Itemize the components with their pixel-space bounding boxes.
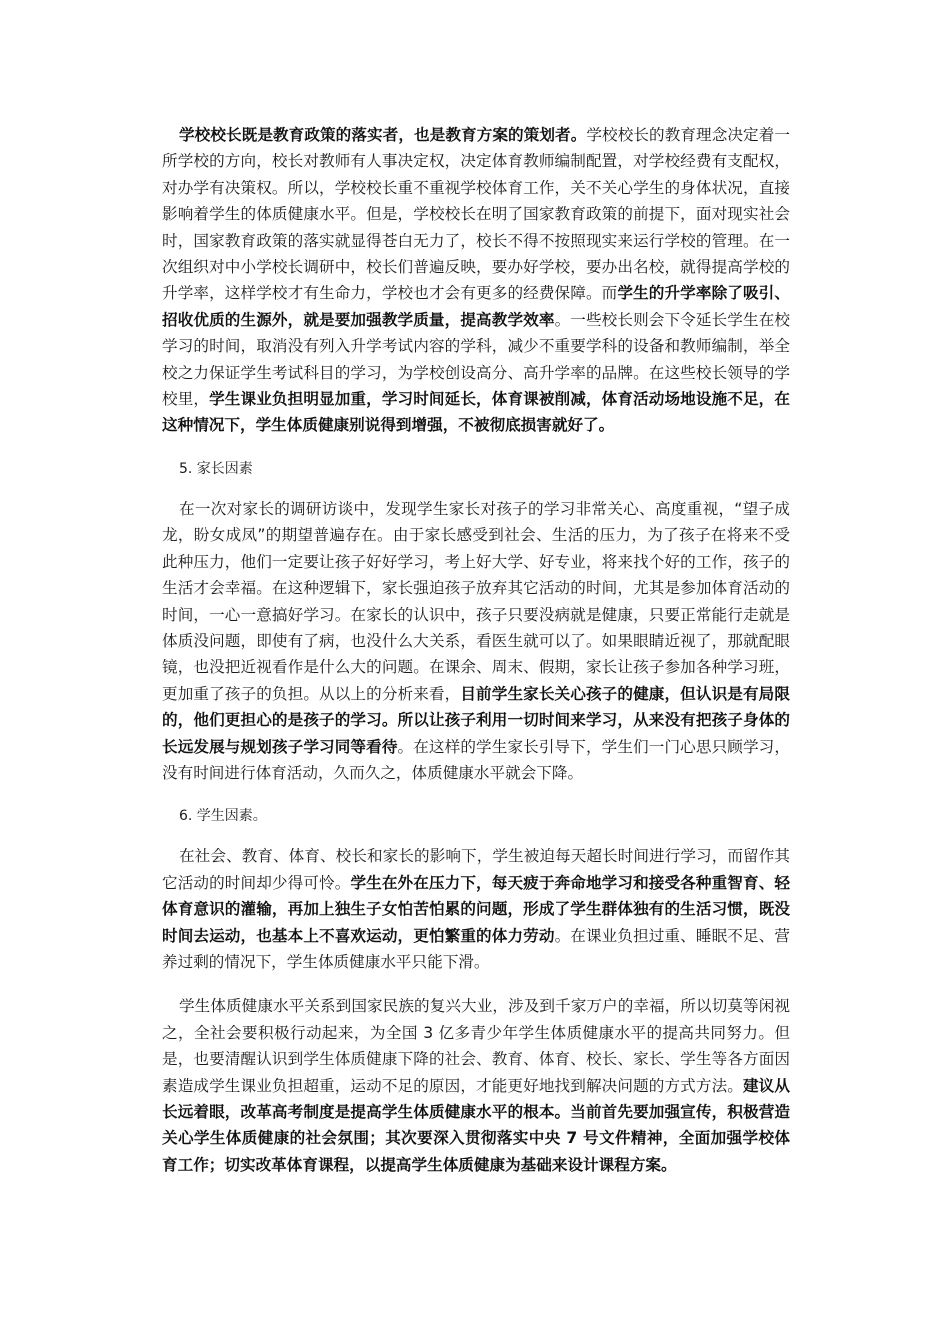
- document-page: [162, 122, 790, 1178]
- bold-text: 学校校长既是教育政策的落实者，也是教育方案的策划者。: [179, 126, 587, 144]
- paragraph-school-principal: [162, 122, 790, 439]
- paragraph-students: [162, 843, 790, 975]
- section-heading-parents: 5. 家长因素: [179, 460, 253, 477]
- bold-text: 建议从长远着眼，改革高考制度是提高学生体质健康水平的根本。当前首先要加强宣传，积极营造关心学生体质健康的社会氛围；其次要深入贯彻落实中央 7 号文件精神，全面加强学校体育工作；切实改革体育课程，以提高学生体质健康为基础来设计课程方案。: [162, 1076, 790, 1174]
- body-text: 在社会、教育、体育、校长和家长的影响下，学生被迫每天超长时间进行学习，而留作其它活动的时间却少得可怜。: [162, 847, 790, 892]
- bold-text: 学生的升学率除了吸引、招收优质的生源外，就是要加强教学质量，提高教学效率: [162, 284, 790, 329]
- body-text: 。在这样的学生家长引导下，学生们一门心思只顾学习，没有时间进行体育活动，久而久之，体质健康水平就会下降。: [162, 737, 790, 782]
- bold-text: 学生课业负担明显加重，学习时间延长，体育课被削减，体育活动场地设施不足，在这种情况下，学生体质健康别说得到增强，不被彻底损害就好了。: [162, 390, 790, 435]
- body-text: 在一次对家长的调研访谈中，发现学生家长对孩子的学习非常关心、高度重视，“望子成龙，盼女成凤”的期望普遍存在。由于家长感受到社会、生活的压力，为了孩子在将来不受此种压力，他们一定要让孩子好好学习，考上好大学、好专业，将来找个好的工作，孩子的生活才会幸福。在这种逻辑下，家长强迫孩子放弃其它活动的时间，尤其是参加体育活动的时间，一心一意搞好学习。在家长的认识中，孩子只要没病就是健康，只要正常能行走就是体质没问题，即使有了病，也没什么大关系，看医生就可以了。如果眼睛近视了，那就配眼镜，也没把近视看作是什么大的问题。在课余、周末、假期，家长让孩子参加各种学习班，更加重了孩子的负担。从以上的分析来看，: [162, 499, 790, 703]
- bold-text: 目前学生家长关心孩子的健康，但认识是有局限的，他们更担心的是孩子的学习。所以让孩子利用一切时间来学习，从来没有把孩子身体的长远发展与规划孩子学习同等看待: [162, 684, 790, 756]
- body-text: 。在课业负担过重、睡眠不足、营养过剩的情况下，学生体质健康水平只能下滑。: [162, 926, 790, 971]
- section-heading-students: 6. 学生因素。: [179, 808, 267, 825]
- body-text: 学生体质健康水平关系到国家民族的复兴大业，涉及到千家万户的幸福，所以切莫等闲视之，全社会要积极行动起来，为全国 3 亿多青少年学生体质健康水平的提高共同努力。但是，也要清醒认识到学生体质健康下降的社会、教育、体育、校长、家长、学生等各方面因素造成学生课业负担超重，运动不足的原因，才能更好地找到解决问题的方式方法。: [162, 997, 790, 1095]
- bold-text: 学生在外在压力下，每天疲于奔命地学习和接受各种重智育、轻体育意识的灌输，再加上独生子女怕苦怕累的问题，形成了学生群体独有的生活习惯，既没时间去运动，也基本上不喜欢运动，更怕繁重的体力劳动: [162, 873, 790, 945]
- body-text: 学校校长的教育理念决定着一所学校的方向，校长对教师有人事决定权，决定体育教师编制配置，对学校经费有支配权，对办学有决策权。所以，学校校长重不重视学校体育工作，关不关心学生的身体状况，直接影响着学生的体质健康水平。但是，学校校长在明了国家教育政策的前提下，面对现实社会时，国家教育政策的落实就显得苍白无力了，校长不得不按照现实来运行学校的管理。在一次组织对中小学校长调研中，校长们普遍反映，要办好学校，要办出名校，就得提高学校的升学率，这样学校才有生命力，学校也才会有更多的经费保障。而: [162, 126, 790, 303]
- paragraph-conclusion: [162, 993, 790, 1178]
- paragraph-parents: [162, 496, 790, 786]
- body-text: 。一些校长则会下令延长学生在校学习的时间，取消没有列入升学考试内容的学科，减少不重要学科的设备和教师编制，举全校之力保证学生考试科目的学习，为学校创设高分、高升学率的品牌。在这些校长领导的学校里，: [162, 310, 790, 409]
